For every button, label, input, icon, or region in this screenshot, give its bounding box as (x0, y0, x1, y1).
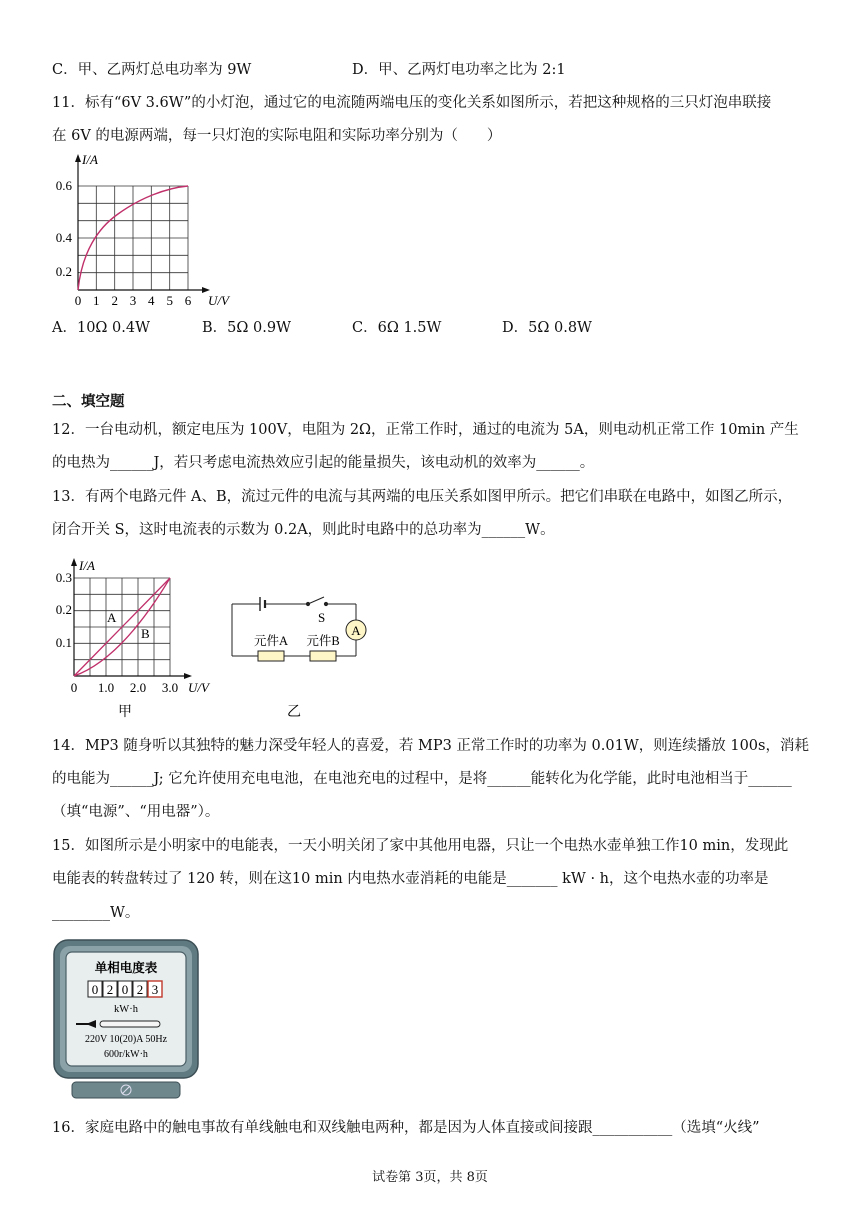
q11-text-line2: 在 6V 的电源两端，每一只灯泡的实际电阻和实际功率分别为（ ） (52, 128, 502, 144)
q10-option-d: D．甲、乙两灯电功率之比为 2:1 (352, 62, 566, 78)
q15-text-line2: 电能表的转盘转过了 120 转，则在这10 min 内电热水壶消耗的电能是_______ kW · h，这个电热水壶的功率是 (52, 871, 769, 887)
meter-digit: 3 (151, 982, 159, 997)
q11-option-b: B．5Ω 0.9W (202, 320, 291, 336)
meter-digit: 2 (106, 982, 114, 997)
q11-x-tick: 0 (74, 293, 82, 308)
q13-text-line1: 13．有两个电路元件 A、B，流过元件的电流与其两端的电压关系如图甲所示。把它们串联在电路中，如图乙所示， (52, 489, 793, 505)
element-b-label: 元件B (306, 634, 340, 648)
q10-option-c: C．甲、乙两灯总电功率为 9W (52, 62, 252, 78)
q13-y-axis-label: I/A (79, 558, 95, 573)
meter-digit: 0 (121, 982, 129, 997)
page-footer: 试卷第 3页，共 8页 (372, 1170, 488, 1185)
q15-text-line3: ________W。 (52, 905, 140, 921)
q11-x-tick: 6 (184, 293, 192, 308)
section-title: 二、填空题 (52, 393, 125, 410)
meter-spec-line1: 220V 10(20)A 50Hz (84, 1034, 168, 1045)
q11-y-tick: 0.6 (55, 178, 72, 193)
q11-x-tick: 2 (111, 293, 118, 308)
q11-text-line1: 11．标有“6V 3.6W”的小灯泡，通过它的电流随两端电压的变化关系如图所示，若把这种规格的三只灯泡串联接 (52, 95, 772, 111)
q13-circuit-caption: 乙 (287, 705, 301, 720)
q13-y-tick: 0.1 (55, 635, 72, 650)
q11-x-tick: 5 (166, 293, 173, 308)
q14-text-line2: 的电能为______J; 它允许使用充电电池，在电池充电的过程中，是将______能转化为化学能，此时电池相当于______ (52, 771, 792, 787)
q13-graph-caption: 甲 (118, 705, 132, 720)
q11-y-axis-label: I/A (82, 152, 98, 167)
q14-text-line1: 14．MP3 随身听以其独特的魅力深受年轻人的喜爱，若 MP3 正常工作时的功率为 0.01W，则连续播放 100s，消耗 (52, 738, 809, 754)
q11-x-tick: 4 (148, 293, 155, 308)
meter-digit: 0 (91, 982, 99, 997)
q13-x-axis-label: U/V (188, 680, 209, 695)
meter-title: 单相电度表 (94, 961, 158, 975)
ammeter-label: A (351, 623, 361, 638)
q11-option-a: A．10Ω 0.4W (52, 320, 151, 336)
q13-circuit-diagram (222, 590, 372, 720)
q16-text-line1: 16．家庭电路中的触电事故有单线触电和双线触电两种，都是因为人体直接或间接跟___________（选填“火线” (52, 1120, 760, 1136)
q12-text-line2: 的电热为______J，若只考虑电流热效应引起的能量损失，该电动机的效率为______。 (52, 455, 595, 471)
q13-text-line2: 闭合开关 S，这时电流表的示数为 0.2A，则此时电路中的总功率为______W。 (52, 522, 555, 538)
q12-text-line1: 12．一台电动机，额定电压为 100V，电阻为 2Ω，正常工作时，通过的电流为 5A，则电动机正常工作 10min 产生 (52, 422, 799, 438)
q14-text-line3: （填“电源”、“用电器”）。 (52, 804, 220, 820)
q11-iu-graph (48, 152, 268, 312)
q11-x-tick: 3 (129, 293, 137, 308)
q15-text-line1: 15．如图所示是小明家中的电能表，一天小明关闭了家中其他用电器，只让一个电热水壶单独工作10 min，发现此 (52, 838, 789, 854)
q11-y-tick: 0.4 (55, 230, 72, 245)
q13-y-tick: 0.2 (55, 602, 72, 617)
q13-x-tick: 2.0 (129, 680, 147, 695)
q11-option-c: C．6Ω 1.5W (352, 320, 442, 336)
q11-option-d: D．5Ω 0.8W (502, 320, 592, 336)
q13-x-tick: 1.0 (97, 680, 115, 695)
q13-iu-graph (48, 556, 218, 720)
electric-meter-figure (52, 938, 202, 1102)
element-a-label: 元件A (253, 634, 289, 648)
meter-digit: 2 (136, 982, 144, 997)
q13-curve-b-label: B (141, 626, 150, 641)
q13-x-tick: 0 (70, 680, 78, 695)
q13-curve-a-label: A (107, 610, 117, 625)
q11-y-tick: 0.2 (55, 264, 72, 279)
switch-label: S (318, 610, 326, 625)
q11-x-tick: 1 (93, 293, 100, 308)
q13-x-tick: 3.0 (161, 680, 179, 695)
q13-y-tick: 0.3 (55, 570, 72, 585)
meter-spec-line2: 600r/kW·h (104, 1049, 148, 1060)
meter-unit: kW·h (114, 1004, 138, 1015)
q11-x-axis-label: U/V (208, 293, 229, 308)
